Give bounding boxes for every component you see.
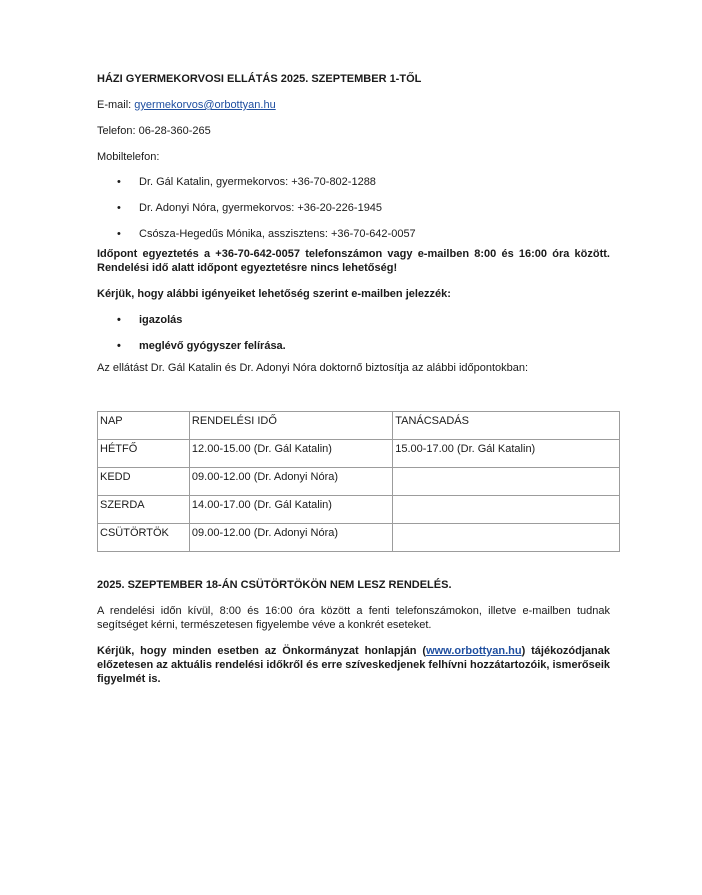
list-item: • Dr. Gál Katalin, gyermekorvos: +36-70-802-1288 (117, 176, 376, 188)
header-counseling: TANÁCSADÁS (393, 412, 620, 440)
mobile-list (97, 175, 610, 241)
email-link[interactable]: gyermekorvos@orbottyan.hu (134, 99, 276, 111)
appointment-line-2: Rendelési idő alatt időpont egyeztetésre nincs lehetőség! (97, 262, 398, 274)
no-office-notice: 2025. SZEPTEMBER 18-ÁN CSÜTÖRTÖKÖN NEM LESZ RENDELÉS. (97, 579, 452, 591)
day-cell: KEDD (98, 468, 190, 496)
table-row (98, 468, 620, 496)
header-office-hours: RENDELÉSI IDŐ (189, 412, 392, 440)
closing-text: Kérjük, hogy minden esetben az Önkormányzat honlapján (www.orbottyan.hu) tájékozódjanak előzetesen az aktuális rendelési időkről és erre szíveskedjenek felhívni hozzátartozóik, ismerőseik figyelmét is. (97, 645, 610, 685)
list-item: • Dr. Adonyi Nóra, gyermekorvos: +36-20-226-1945 (117, 202, 383, 214)
day-cell: HÉTFŐ (98, 440, 190, 468)
day-cell: SZERDA (98, 496, 190, 524)
list-item: • igazolás (117, 314, 183, 326)
document-page (97, 72, 610, 686)
table-row (98, 524, 620, 552)
hours-cell: 12.00-15.00 (Dr. Gál Katalin) (189, 440, 392, 468)
email-label: E-mail: (97, 99, 132, 111)
bullet-icon: • (117, 176, 121, 188)
list-item: • meglévő gyógyszer felírása. (117, 340, 286, 352)
schedule-table (97, 411, 620, 552)
appointment-notice (97, 247, 610, 275)
page-title: HÁZI GYERMEKORVOSI ELLÁTÁS 2025. SZEPTEMBER 1-TŐL (97, 73, 422, 85)
header-day: NAP (98, 412, 190, 440)
counseling-cell: 15.00-17.00 (Dr. Gál Katalin) (393, 440, 620, 468)
bullet-icon: • (117, 228, 121, 240)
outside-hours-text: A rendelési időn kívül, 8:00 és 16:00 óra között a fenti telefonszámokon, illetve e-mailben tudnak segítséget kérni, természetesen figyelembe véve a konkrét eseteket. (97, 605, 610, 631)
hours-cell: 09.00-12.00 (Dr. Adonyi Nóra) (189, 468, 392, 496)
table-row (98, 440, 620, 468)
list-item: • Csósza-Hegedűs Mónika, asszisztens: +36-70-642-0057 (117, 228, 416, 240)
bullet-icon: • (117, 314, 121, 326)
counseling-cell (393, 468, 620, 496)
requests-list (97, 313, 610, 353)
phone-line (97, 124, 610, 138)
table-row (98, 496, 620, 524)
provided-by-text: Az ellátást Dr. Gál Katalin és Dr. Adonyi Nóra doktornő biztosítja az alábbi időpontokban: (97, 362, 529, 374)
phone-label: Telefon: (97, 125, 136, 137)
bullet-icon: • (117, 340, 121, 352)
email-line (97, 98, 610, 112)
table-header-row (98, 412, 620, 440)
appointment-line-1: Időpont egyeztetés a +36-70-642-0057 telefonszámon vagy e-mailben 8:00 és 16:00 óra között. (97, 248, 610, 260)
mobile-label: Mobiltelefon: (97, 151, 160, 163)
phone-number: 06-28-360-265 (138, 125, 211, 137)
hours-cell: 14.00-17.00 (Dr. Gál Katalin) (189, 496, 392, 524)
requests-intro: Kérjük, hogy alábbi igényeiket lehetőség szerint e-mailben jelezzék: (97, 288, 451, 300)
bullet-icon: • (117, 202, 121, 214)
hours-cell: 09.00-12.00 (Dr. Adonyi Nóra) (189, 524, 392, 552)
day-cell: CSÜTÖRTÖK (98, 524, 190, 552)
website-link[interactable]: www.orbottyan.hu (426, 645, 522, 657)
counseling-cell (393, 524, 620, 552)
counseling-cell (393, 496, 620, 524)
